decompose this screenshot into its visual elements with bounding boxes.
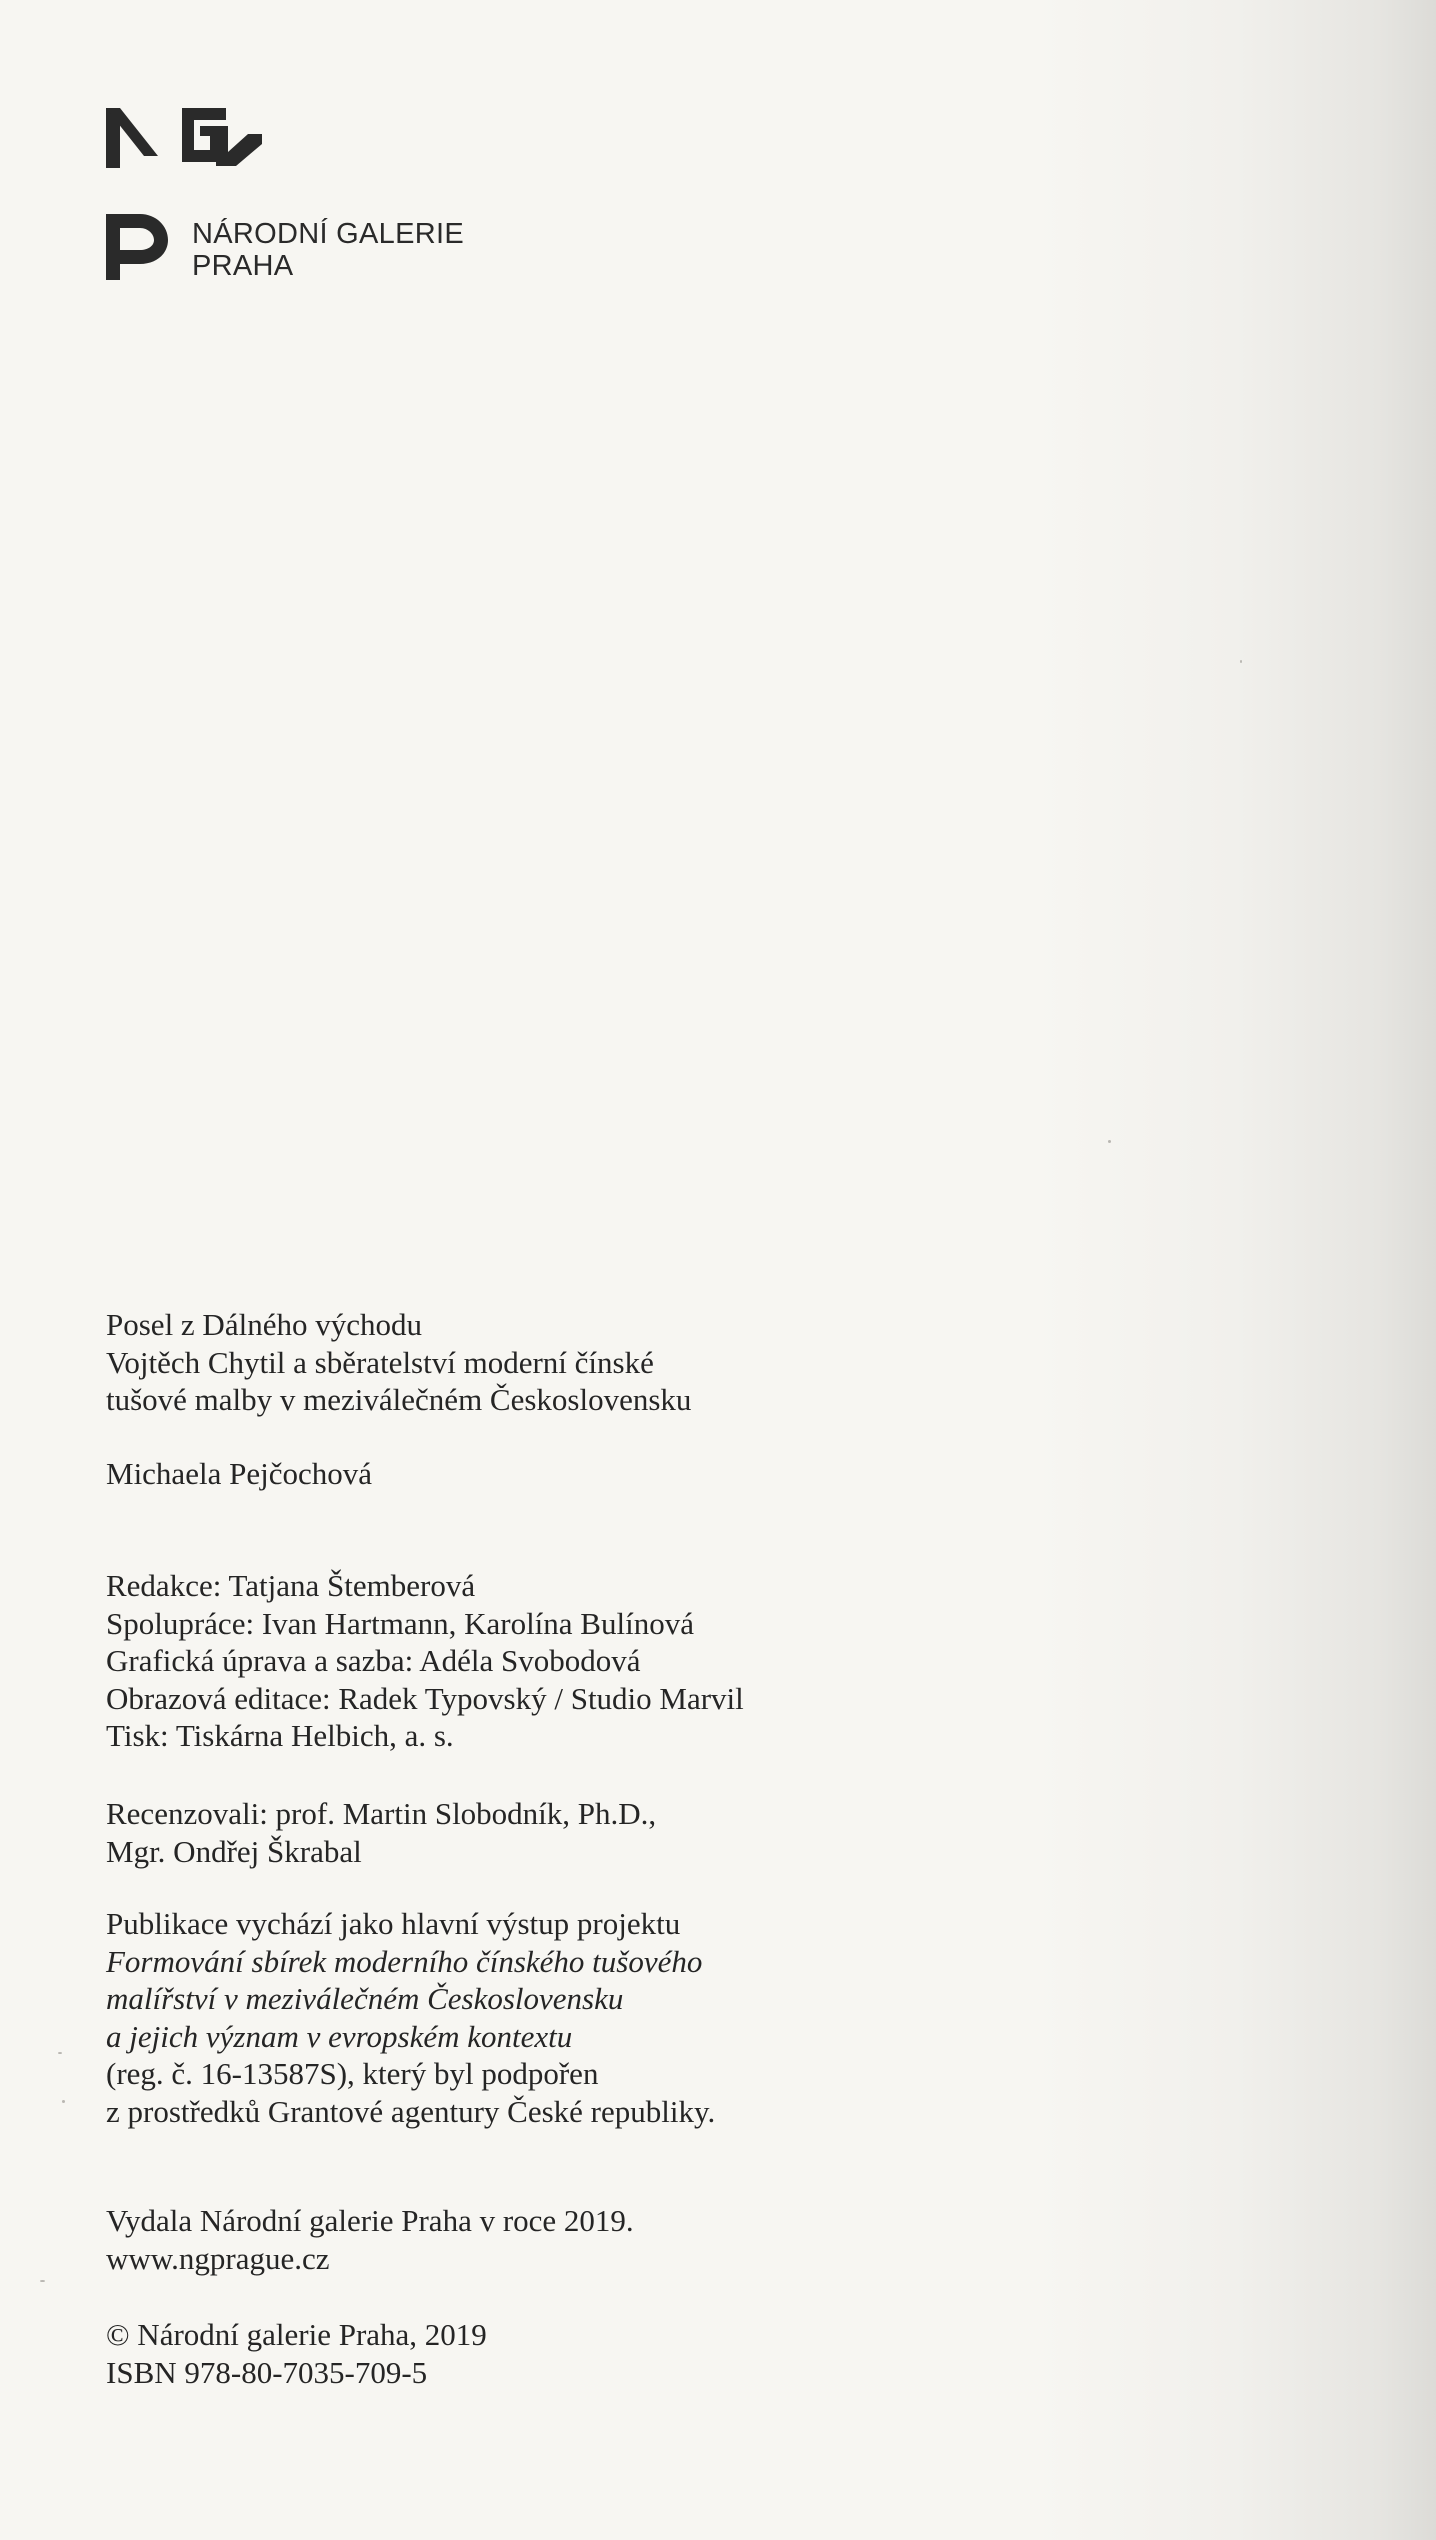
- author-name: Michaela Pejčochová: [106, 1456, 372, 1491]
- logo-line-1: NÁRODNÍ GALERIE: [192, 218, 464, 250]
- reviewers-line-2: Mgr. Ondřej Škrabal: [106, 1833, 362, 1869]
- credits-block: [106, 1567, 744, 1755]
- book-title: Posel z Dálného východu: [106, 1307, 422, 1342]
- copyright-block: [106, 2316, 487, 2391]
- reviewers-line-1: Recenzovali: prof. Martin Slobodník, Ph.D.,: [106, 1796, 657, 1831]
- project-title-line-1: Formování sbírek moderního čínského tušového: [106, 1943, 703, 1979]
- paper-speck: [58, 2052, 62, 2054]
- book-subtitle-line-2: tušové malby v meziválečném Československu: [106, 1382, 692, 1417]
- credit-line: Tisk: Tiskárna Helbich, a. s.: [106, 1718, 454, 1753]
- isbn-line: ISBN 978-80-7035-709-5: [106, 2354, 428, 2390]
- credit-line: Redakce: Tatjana Štemberová: [106, 1568, 476, 1603]
- copyright-line: © Národní galerie Praha, 2019: [106, 2317, 487, 2352]
- reviewers-block: [106, 1795, 656, 1870]
- website-link[interactable]: www.ngprague.cz: [106, 2240, 330, 2276]
- project-title-line-3: a jejich význam v evropském kontextu: [106, 2018, 573, 2054]
- paper-speck: [40, 2280, 45, 2282]
- book-title-block: [106, 1306, 691, 1419]
- credit-line: Spolupráce: Ivan Hartmann, Karolína Bulínová: [106, 1605, 694, 1641]
- project-title-line-2: malířství v meziválečném Československu: [106, 1981, 624, 2016]
- credit-line: Obrazová editace: Radek Typovský / Studio Marvil: [106, 1680, 744, 1716]
- publisher-block: [106, 2202, 634, 2277]
- credit-line: Grafická úprava a sazba: Adéla Svobodová: [106, 1643, 641, 1678]
- book-subtitle-line-1: Vojtěch Chytil a sběratelství moderní čínské: [106, 1344, 654, 1380]
- author-block: [106, 1455, 372, 1493]
- publication-note-block: [106, 1905, 715, 2130]
- publication-line-3: z prostředků Grantové agentury České republiky.: [106, 2093, 716, 2129]
- paper-speck: [1108, 1140, 1111, 1143]
- publisher-line: Vydala Národní galerie Praha v roce 2019.: [106, 2203, 634, 2238]
- logo-wordmark: [192, 218, 464, 282]
- paper-speck: [1240, 660, 1242, 663]
- logo-line-2: PRAHA: [192, 250, 294, 282]
- publication-line-1: Publikace vychází jako hlavní výstup projektu: [106, 1906, 681, 1941]
- paper-speck: [62, 2100, 65, 2103]
- ng-logo: [106, 104, 506, 294]
- publication-line-2: (reg. č. 16-13587S), který byl podpořen: [106, 2056, 599, 2091]
